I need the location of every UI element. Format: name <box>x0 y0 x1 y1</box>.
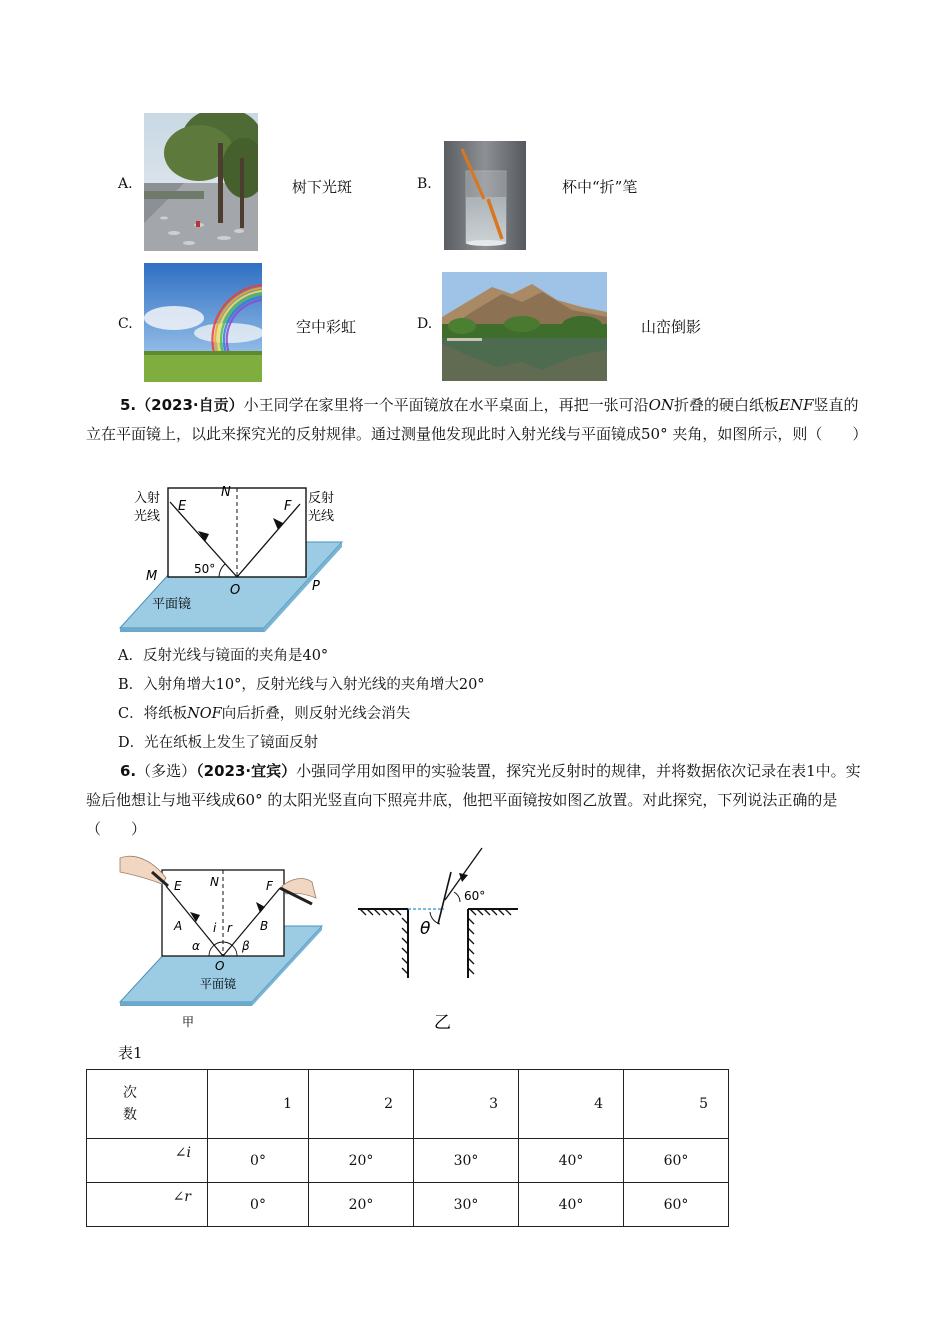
table-cell: 0° <box>208 1139 309 1183</box>
option-b-letter: B. <box>417 176 432 192</box>
label-o: O <box>230 583 241 598</box>
jia-label-r: r <box>227 921 232 935</box>
angle-label: 50° <box>194 562 216 576</box>
reflected-label-1: 反射 <box>308 491 335 506</box>
header-cell: 3 <box>414 1070 519 1139</box>
header-cell: 2 <box>309 1070 414 1139</box>
label-e: E <box>178 499 187 514</box>
pencil-in-glass-photo[interactable] <box>444 141 526 250</box>
q5-reflection-figure <box>116 480 348 632</box>
jia-label-e: E <box>174 879 182 893</box>
q5-choice-c-pre: C．将纸板 <box>118 706 188 722</box>
table-cell: 30° <box>414 1183 519 1227</box>
table-row <box>87 1183 729 1227</box>
q5-choice-a[interactable]: A．反射光线与镜面的夹角是40° <box>118 648 329 664</box>
option-c-letter: C. <box>118 316 133 332</box>
jia-label-o: O <box>215 959 225 973</box>
q6-fig-yi <box>352 842 526 1034</box>
q5-choice-c-post: 向后折叠，则反射光线会消失 <box>221 706 411 722</box>
jia-label-alpha: α <box>192 939 200 953</box>
option-d-caption: 山峦倒影 <box>641 318 702 336</box>
table-cell: 20° <box>309 1139 414 1183</box>
table-cell: 0° <box>208 1183 309 1227</box>
jia-label-f: F <box>266 879 273 893</box>
yi-caption: 乙 <box>434 1013 451 1033</box>
option-a-letter: A. <box>118 176 133 192</box>
jia-caption: 甲 <box>182 1015 195 1029</box>
row-label: ∠r <box>87 1183 208 1227</box>
jia-label-i: i <box>213 921 217 935</box>
q5-stem-text-3: 竖直的立在平面镜上，以此来探究光的反射规律。通过测量他发现此时入射光线与平面镜成50° 夹角，如图所示，则（ ） <box>86 396 868 443</box>
label-n: N <box>221 485 231 500</box>
table-cell: 40° <box>519 1183 624 1227</box>
table-cell: 30° <box>414 1139 519 1183</box>
jia-label-n: N <box>210 875 219 889</box>
jia-label-a: A <box>174 919 183 933</box>
incident-label-1: 入射 <box>134 491 161 506</box>
rainbow-photo[interactable] <box>144 263 262 382</box>
jia-label-b: B <box>260 919 269 933</box>
jia-label-beta: β <box>242 939 250 953</box>
q6-source: （2023·宜宾） <box>196 762 297 780</box>
street-trees-photo[interactable] <box>144 113 258 251</box>
reflected-label-2: 光线 <box>308 509 335 524</box>
q6-fig-jia <box>116 852 326 1032</box>
q5-stem-text-1: 小王同学在家里将一个平面镜放在水平桌面上，再把一张可沿 <box>243 396 649 414</box>
header-cell: 次 数 <box>87 1070 208 1139</box>
q5-stem-text-2: 折叠的硬白纸板 <box>674 396 780 414</box>
option-c-caption: 空中彩虹 <box>296 318 357 336</box>
table-cell: 60° <box>624 1183 729 1227</box>
table-header-row <box>87 1070 729 1139</box>
option-a-caption: 树下光斑 <box>292 178 353 196</box>
table-row <box>87 1139 729 1183</box>
label-m: M <box>146 569 158 584</box>
q5-choice-c[interactable] <box>118 704 410 724</box>
header-cell: 1 <box>208 1070 309 1139</box>
data-table <box>86 1069 729 1227</box>
yi-angle-label: 60° <box>464 889 486 903</box>
label-p: P <box>312 579 320 594</box>
mountain-reflection-photo[interactable] <box>442 272 607 381</box>
option-b-caption: 杯中“折”笔 <box>562 178 638 196</box>
mirror-label: 平面镜 <box>152 597 192 612</box>
header-cell: 5 <box>624 1070 729 1139</box>
header-cell: 4 <box>519 1070 624 1139</box>
q5-choice-d[interactable]: D．光在纸板上发生了镜面反射 <box>118 735 319 751</box>
row-label: ∠i <box>87 1139 208 1183</box>
yi-theta-label: θ <box>420 919 431 939</box>
q6-number: 6. <box>120 762 137 780</box>
q5-source: （2023·自贡） <box>136 396 244 414</box>
table-cell: 60° <box>624 1139 729 1183</box>
q5-number: 5. <box>120 396 137 414</box>
jia-mirror-label: 平面镜 <box>200 977 237 991</box>
q5-stem <box>86 391 866 449</box>
q5-choice-b[interactable]: B．入射角增大10°，反射光线与入射光线的夹角增大20° <box>118 677 485 693</box>
q6-tag: （多选） <box>136 762 197 780</box>
q6-stem-text: 小强同学用如图甲的实验装置，探究光反射时的规律，并将数据依次记录在表1中。实验后他想让与地平线成60° 的太阳光竖直向下照亮井底，他把平面镜按如图乙放置。对此探究，下列说法正确的是（ ） <box>86 762 861 838</box>
q5-enf-label: ENF <box>779 396 814 414</box>
incident-label-2: 光线 <box>134 509 161 524</box>
table-cell: 40° <box>519 1139 624 1183</box>
option-d-letter: D. <box>417 316 433 332</box>
q5-on-label: ON <box>648 396 675 414</box>
q5-choice-c-nof: NOF <box>187 706 222 722</box>
q6-stem <box>86 757 866 844</box>
table-cell: 20° <box>309 1183 414 1227</box>
table-title: 表1 <box>118 1044 143 1062</box>
label-f: F <box>284 499 292 514</box>
